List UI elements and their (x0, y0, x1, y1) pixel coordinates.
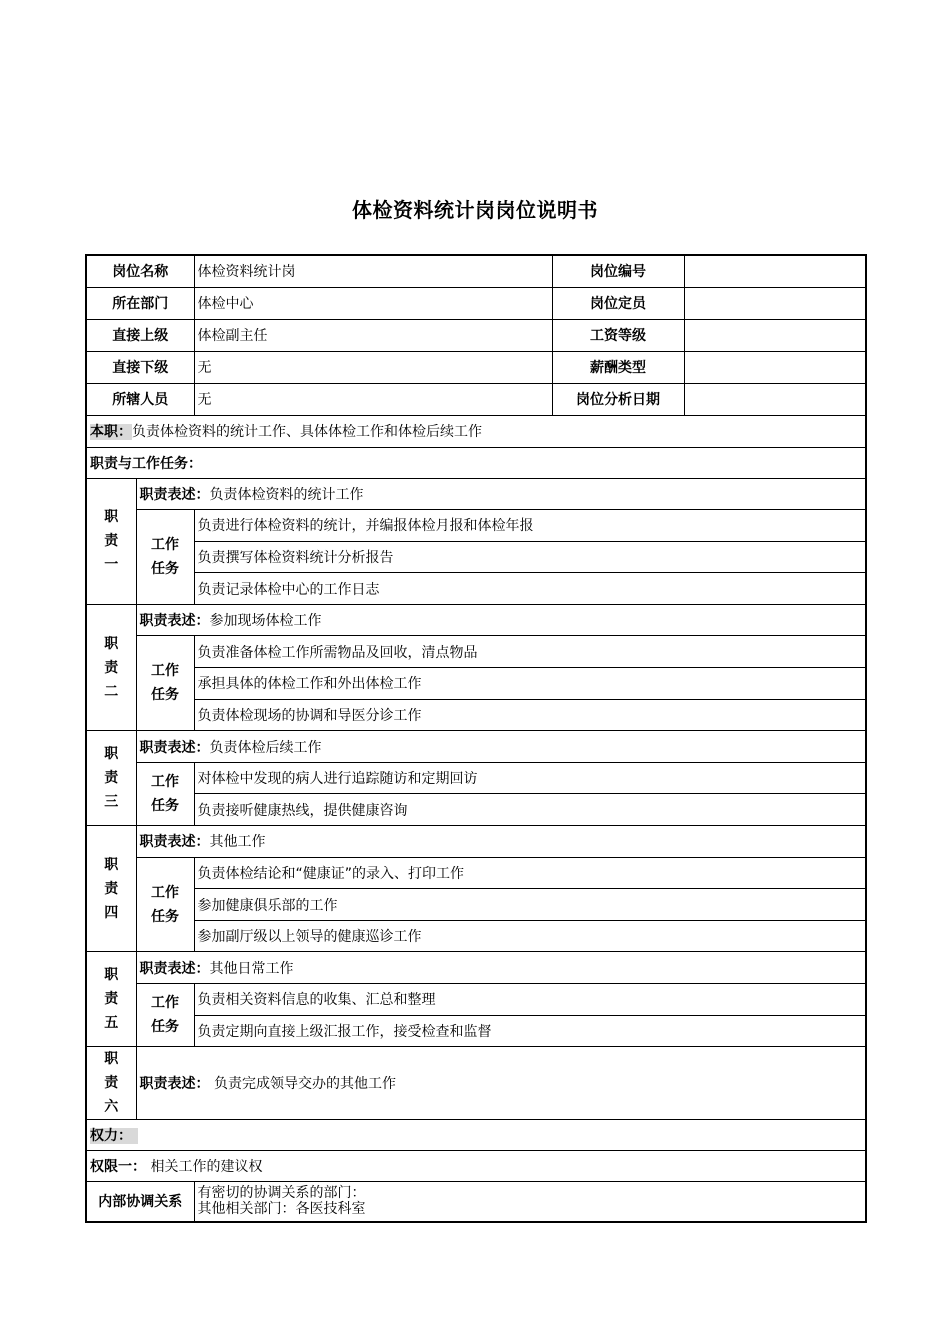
task-row (86, 762, 866, 794)
task-row (86, 541, 866, 573)
task-item: 负责体检结论和“健康证”的录入、打印工作 (194, 857, 866, 889)
desc-label: 职责表述： (139, 834, 210, 851)
responsibility-desc (136, 1047, 866, 1120)
responsibility-desc-row (86, 826, 866, 858)
duty-row (86, 415, 866, 447)
desc-text: 负责体检后续工作 (209, 739, 322, 756)
task-row (86, 1015, 866, 1047)
info-label: 直接下级 (86, 351, 194, 383)
task-row (86, 984, 866, 1016)
desc-label: 职责表述： (139, 486, 210, 503)
task-row (86, 699, 866, 731)
task-item: 承担具体的体检工作和外出体检工作 (194, 668, 866, 700)
responsibility-name: 职 责 五 (86, 952, 136, 1047)
coordination-line-1: 有密切的协调关系的部门： (197, 1185, 366, 1202)
info-value: 无 (194, 383, 552, 415)
responsibility-name: 职 责 一 (86, 478, 136, 604)
task-label: 工作 任务 (136, 984, 194, 1047)
task-label: 工作 任务 (136, 510, 194, 605)
info-value-2 (684, 287, 866, 319)
task-item: 负责接听健康热线，提供健康咨询 (194, 794, 866, 826)
desc-label: 职责表述： (139, 739, 210, 756)
info-label: 所在部门 (86, 287, 194, 319)
responsibility-name: 职 责 三 (86, 731, 136, 826)
coordination-cell (194, 1182, 866, 1222)
desc-label: 职责表述： (139, 1076, 210, 1093)
info-row (86, 287, 866, 319)
info-label: 直接上级 (86, 319, 194, 351)
info-label: 所辖人员 (86, 383, 194, 415)
responsibility-desc-row (86, 731, 866, 763)
duty-label: 本职： (90, 424, 132, 440)
task-item: 负责准备体检工作所需物品及回收，清点物品 (194, 636, 866, 668)
task-item: 负责记录体检中心的工作日志 (194, 573, 866, 605)
task-item: 参加副厅级以上领导的健康巡诊工作 (194, 920, 866, 952)
responsibility-desc (136, 604, 866, 636)
desc-text: 负责完成领导交办的其他工作 (209, 1076, 396, 1093)
responsibility-desc-row (86, 478, 866, 510)
desc-label: 职责表述： (139, 960, 210, 977)
responsibility-desc-row (86, 604, 866, 636)
task-item: 负责相关资料信息的收集、汇总和整理 (194, 984, 866, 1016)
authority-label: 权力： (90, 1128, 138, 1144)
info-label: 岗位名称 (86, 255, 194, 287)
task-label: 工作 任务 (136, 762, 194, 825)
task-row (86, 668, 866, 700)
responsibility-desc (136, 731, 866, 763)
task-label: 工作 任务 (136, 636, 194, 731)
responsibility-desc (136, 478, 866, 510)
info-value-2 (684, 351, 866, 383)
info-row (86, 255, 866, 287)
responsibility-name: 职 责 二 (86, 604, 136, 730)
responsibility-desc (136, 952, 866, 984)
task-label: 工作 任务 (136, 857, 194, 952)
duty-text: 负责体检资料的统计工作、具体体检工作和体检后续工作 (132, 424, 482, 440)
task-row (86, 920, 866, 952)
info-label-2: 岗位编号 (552, 255, 684, 287)
authority-cell (86, 1120, 866, 1151)
info-value-2 (684, 319, 866, 351)
responsibilities-header-row (86, 447, 866, 478)
responsibility-desc-row (86, 952, 866, 984)
task-row (86, 857, 866, 889)
info-label-2: 岗位分析日期 (552, 383, 684, 415)
duty-cell (86, 415, 866, 447)
info-value-2 (684, 383, 866, 415)
coordination-label: 内部协调关系 (86, 1182, 194, 1222)
task-row (86, 573, 866, 605)
info-row (86, 319, 866, 351)
job-description-table (85, 254, 867, 1223)
task-item: 负责定期向直接上级汇报工作，接受检查和监督 (194, 1015, 866, 1047)
task-row (86, 794, 866, 826)
coordination-line-2: 其他相关部门：各医技科室 (197, 1201, 366, 1218)
info-value-2 (684, 255, 866, 287)
task-item: 负责体检现场的协调和导医分诊工作 (194, 699, 866, 731)
limit-label: 权限一： (90, 1159, 146, 1176)
info-value: 体检中心 (194, 287, 552, 319)
task-row (86, 510, 866, 542)
task-item: 负责撰写体检资料统计分析报告 (194, 541, 866, 573)
authority-limit-cell (86, 1151, 866, 1182)
info-value: 体检资料统计岗 (194, 255, 552, 287)
task-item: 负责进行体检资料的统计，并编报体检月报和体检年报 (194, 510, 866, 542)
task-row (86, 889, 866, 921)
responsibility-desc-row (86, 1047, 866, 1120)
responsibility-name: 职 责 六 (86, 1047, 136, 1120)
desc-text: 其他工作 (209, 834, 266, 851)
desc-text: 参加现场体检工作 (209, 613, 322, 630)
task-item: 对体检中发现的病人进行追踪随访和定期回访 (194, 762, 866, 794)
desc-text: 其他日常工作 (209, 960, 294, 977)
info-value: 无 (194, 351, 552, 383)
desc-text: 负责体检资料的统计工作 (209, 486, 364, 503)
limit-text: 相关工作的建议权 (146, 1159, 263, 1176)
coordination-row (86, 1182, 866, 1222)
desc-label: 职责表述： (139, 613, 210, 630)
info-label-2: 薪酬类型 (552, 351, 684, 383)
info-label-2: 工资等级 (552, 319, 684, 351)
authority-row (86, 1120, 866, 1151)
responsibility-name: 职 责 四 (86, 826, 136, 952)
authority-limit-row (86, 1151, 866, 1182)
info-label-2: 岗位定员 (552, 287, 684, 319)
responsibilities-header: 职责与工作任务： (86, 447, 866, 478)
info-row (86, 351, 866, 383)
info-value: 体检副主任 (194, 319, 552, 351)
info-row (86, 383, 866, 415)
task-item: 参加健康俱乐部的工作 (194, 889, 866, 921)
task-row (86, 636, 866, 668)
responsibility-desc (136, 826, 866, 858)
page-title: 体检资料统计岗岗位说明书 (352, 198, 598, 222)
